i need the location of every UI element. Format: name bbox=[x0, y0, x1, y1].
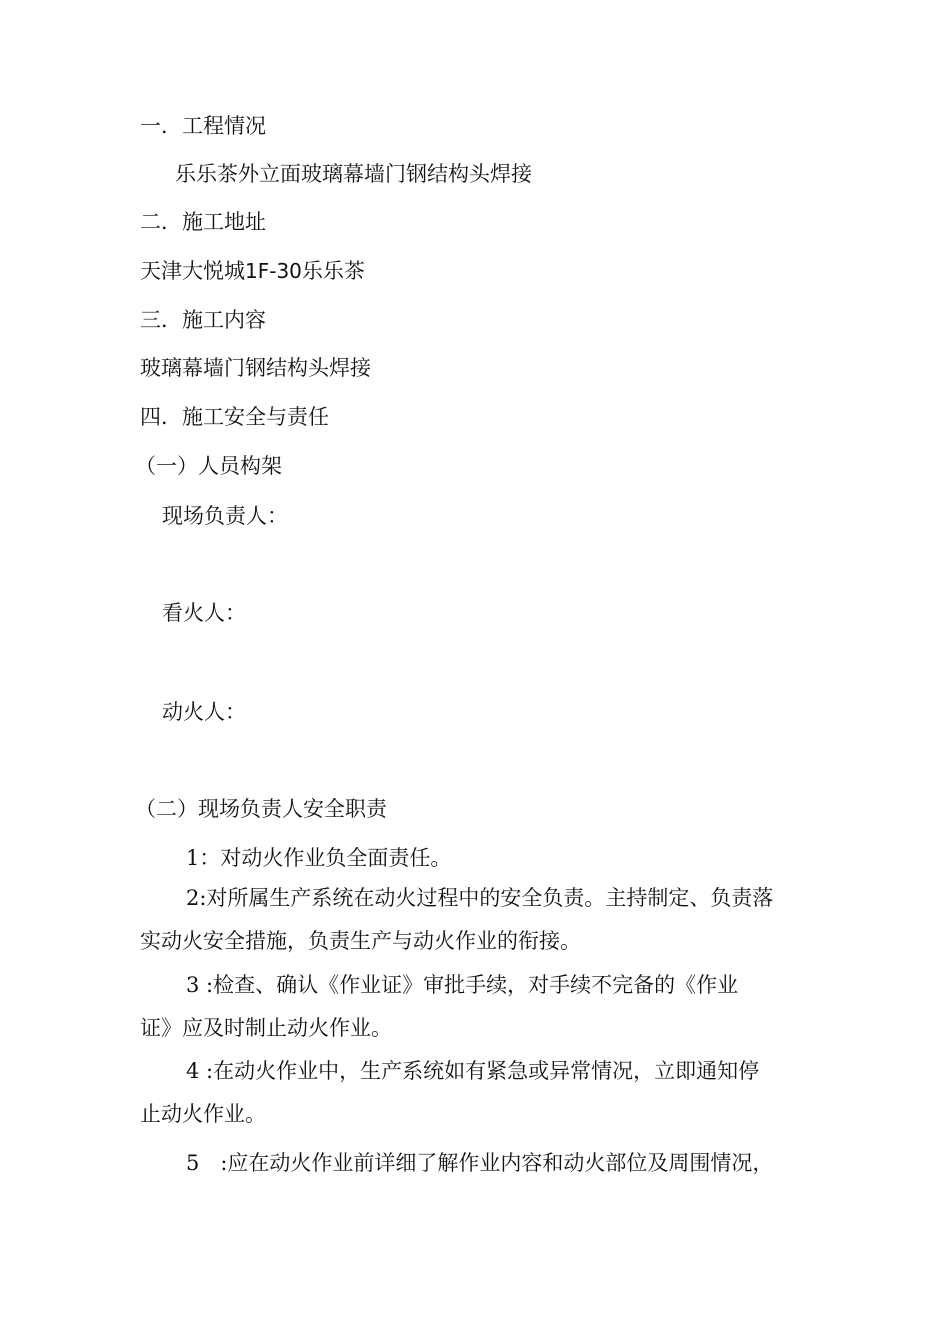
hot-work-person-label: 动火人： bbox=[162, 700, 246, 724]
duty-item-2-line-1: 2:对所属生产系统在动火过程中的安全负责。主持制定、负责落 bbox=[186, 886, 774, 910]
address-suffix: 乐乐茶 bbox=[301, 259, 365, 283]
duty-item-3-line-2: 证》应及时制止动火作业。 bbox=[140, 1016, 392, 1040]
duty-item-3-line-1: 3 :检查、确认《作业证》审批手续，对手续不完备的《作业 bbox=[186, 973, 739, 997]
address-code: 1F-30 bbox=[245, 259, 302, 283]
duty-item-1: 1：对动火作业负全面责任。 bbox=[186, 846, 452, 870]
section-heading-content: 三．施工内容 bbox=[140, 308, 266, 332]
section-heading-address: 二．施工地址 bbox=[140, 210, 266, 234]
duties-heading: （二）现场负责人安全职责 bbox=[135, 797, 387, 821]
content-text: 玻璃幕墙门钢结构头焊接 bbox=[140, 356, 371, 380]
site-manager-label: 现场负责人： bbox=[162, 504, 288, 528]
personnel-heading: （一）人员构架 bbox=[135, 454, 282, 478]
project-description: 乐乐茶外立面玻璃幕墙门钢结构头焊接 bbox=[175, 162, 532, 186]
section-heading-safety: 四．施工安全与责任 bbox=[140, 405, 329, 429]
duty-item-4-line-1: 4 :在动火作业中，生产系统如有紧急或异常情况，立即通知停 bbox=[186, 1059, 760, 1083]
duty-item-5-line-1: 5 :应在动火作业前详细了解作业内容和动火部位及周围情况， bbox=[186, 1151, 774, 1175]
fire-watcher-label: 看火人： bbox=[162, 601, 246, 625]
address-text bbox=[140, 256, 365, 286]
duty-item-4-line-2: 止动火作业。 bbox=[140, 1102, 266, 1126]
address-prefix: 天津大悦城 bbox=[140, 259, 245, 283]
section-heading-project: 一．工程情况 bbox=[140, 114, 266, 138]
duty-item-2-line-2: 实动火安全措施，负责生产与动火作业的衔接。 bbox=[140, 929, 581, 953]
